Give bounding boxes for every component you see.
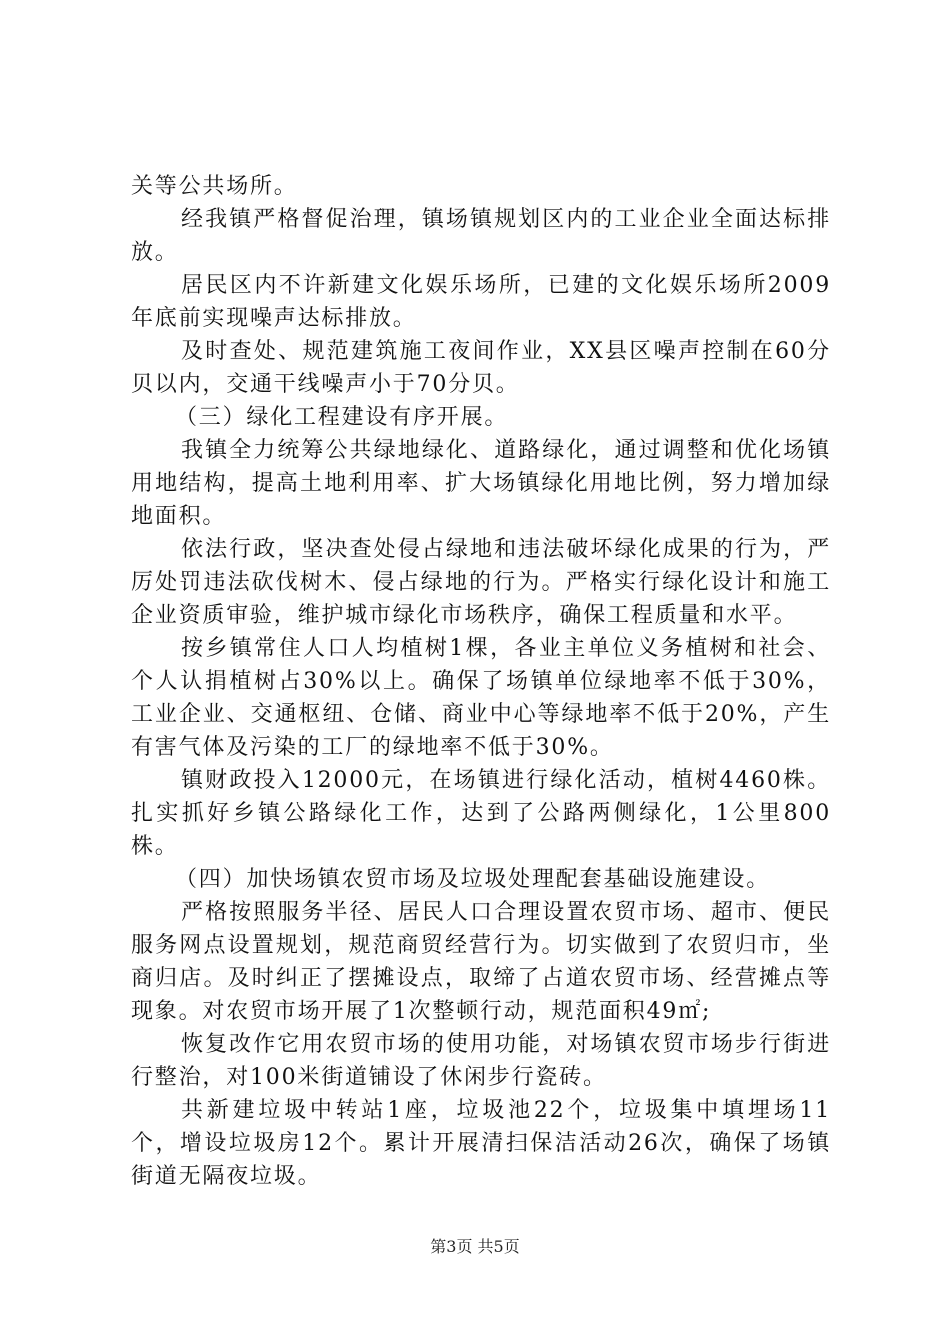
paragraph-green-space: 我镇全力统筹公共绿地绿化、道路绿化，通过调整和优化场镇用地结构，提高土地利用率、扩大场镇绿化用地比例，努力增加绿地面积。 (131, 438, 831, 529)
section-heading-market-waste: （四）加快场镇农贸市场及垃圾处理配套基础设施建设。 (175, 867, 771, 892)
paragraph-entertainment-noise: 居民区内不许新建文化娱乐场所，已建的文化娱乐场所2009年底前实现噪声达标排放。 (131, 273, 831, 331)
paragraph-industrial-emission: 经我镇严格督促治理，镇场镇规划区内的工业企业全面达标排放。 (131, 207, 831, 265)
paragraph-waste-facilities: 共新建垃圾中转站1座，垃圾池22个，垃圾集中填埋场11个，增设垃圾房12个。累计开展清扫保洁活动26次，确保了场镇街道无隔夜垃圾。 (131, 1098, 831, 1189)
page-number-footer: 第3页 共5页 (430, 1237, 520, 1256)
paragraph-market-planning: 严格按照服务半径、居民人口合理设置农贸市场、超市、便民服务网点设置规划，规范商贸经营行为。切实做到了农贸归市，坐商归店。及时纠正了摆摊设点，取缔了占道农贸市场、经营摊点等现象。对农贸市场开展了1次整顿行动，规范面积49㎡; (131, 900, 831, 1024)
section-heading-greening: （三）绿化工程建设有序开展。 (175, 405, 509, 430)
paragraph-construction-noise: 及时查处、规范建筑施工夜间作业，XX县区噪声控制在60分贝以内，交通干线噪声小于70分贝。 (131, 339, 831, 397)
paragraph-continuation: 关等公共场所。 (131, 174, 298, 199)
paragraph-tree-planting: 按乡镇常住人口人均植树1棵，各业主单位义务植树和社会、个人认捐植树占30%以上。确保了场镇单位绿地率不低于30%，工业企业、交通枢纽、仓储、商业中心等绿地率不低于20%，产生有害气体及污染的工厂的绿地率不低于30%。 (131, 636, 831, 760)
paragraph-market-restoration: 恢复改作它用农贸市场的使用功能，对场镇农贸市场步行街进行整治，对100米街道铺设了休闲步行瓷砖。 (131, 1032, 831, 1090)
document-body (131, 170, 831, 1193)
paragraph-finance-investment: 镇财政投入12000元，在场镇进行绿化活动，植树4460株。扎实抓好乡镇公路绿化工作，达到了公路两侧绿化，1公里800株。 (131, 768, 831, 859)
paragraph-law-enforcement: 依法行政，坚决查处侵占绿地和违法破坏绿化成果的行为，严厉处罚违法砍伐树木、侵占绿地的行为。严格实行绿化设计和施工企业资质审验，维护城市绿化市场秩序，确保工程质量和水平。 (131, 537, 831, 628)
